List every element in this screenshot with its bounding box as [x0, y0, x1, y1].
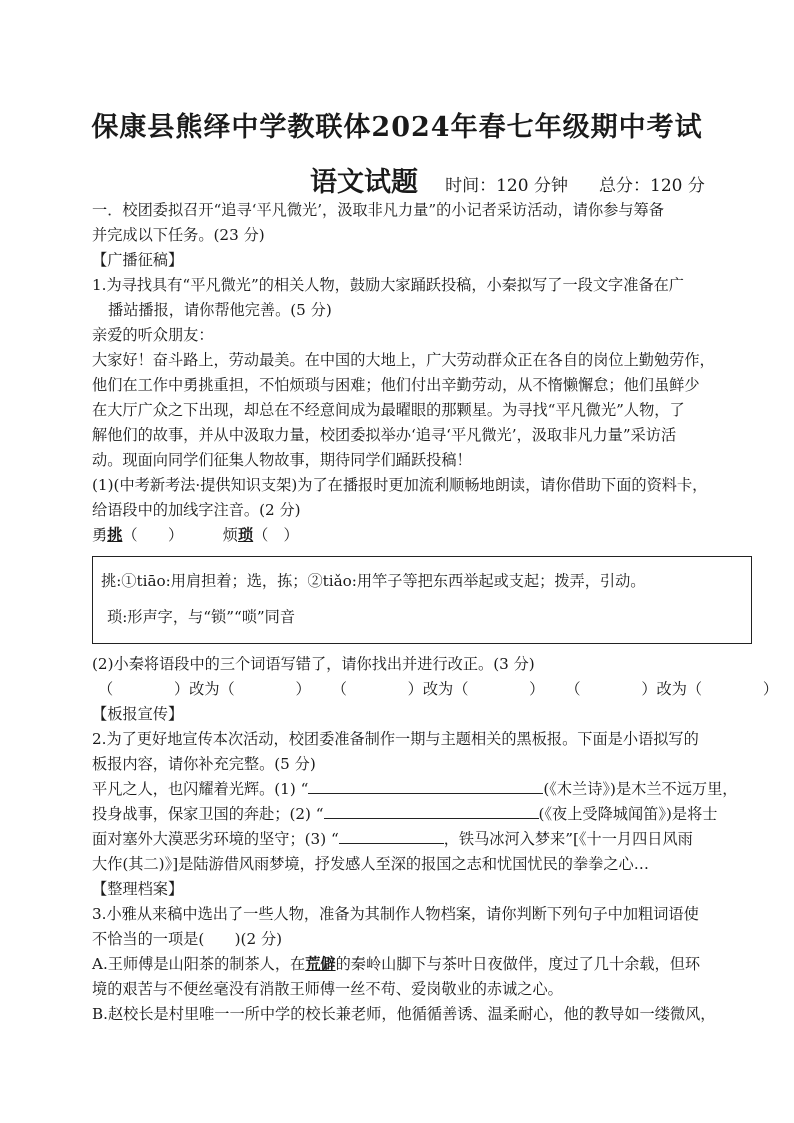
option-a-post: 的秦岭山脚下与茶叶日夜做伴，度过了几十余载，但环 — [335, 955, 701, 973]
correction-blank-3[interactable]: （ ）改为（ ） — [565, 680, 778, 698]
word1-answer-blank[interactable]: （ ） — [122, 526, 184, 544]
blank-2[interactable] — [324, 802, 539, 819]
q3-text-cont: 不恰当的一项是( )(2 分) — [92, 930, 283, 948]
correction-row — [92, 677, 778, 702]
board-line-2-a: 投身战事，保家卫国的奔赴；(2) “ — [92, 805, 324, 823]
passage-line: 动。现面向同学们征集人物故事，期待同学们踊跃投稿！ — [92, 451, 472, 469]
passage-line: 解他们的故事，并从中汲取力量，校团委拟举办‘追寻‘平凡微光’，汲取非凡力量”采访活 — [92, 426, 677, 444]
passage-line: 他们在工作中勇挑重担，不怕烦琐与困难；他们付出辛勤劳动，从不惰懒懈怠；他们虽鲜少 — [92, 376, 700, 394]
exam-title: 保康县熊绎中学教联体2024年春七年级期中考试 — [91, 112, 703, 143]
option-a-pre: A.王师傅是山阳茶的制茶人，在 — [92, 955, 306, 973]
board-line-2-b: (《夜上受降城闻笛》)是将士 — [538, 805, 718, 823]
q2-text-cont: 板报内容，请你补充完整。(5 分) — [92, 755, 316, 773]
archive-label: 【整理档案】 — [92, 880, 184, 898]
exam-total-score: 总分：120 分 — [599, 176, 705, 196]
board-line-3-b: ，铁马冰河入梦来”[《十一月四日风雨 — [443, 830, 693, 848]
option-a-bold-word: 荒僻 — [305, 955, 336, 973]
q1-text: 1.为寻找具有“平凡微光”的相关人物，鼓励大家踊跃投稿，小秦拟写了一段文字准备在广 — [92, 276, 684, 294]
broadcast-label: 【广播征稿】 — [92, 251, 184, 269]
correction-blank-2[interactable]: （ ）改为（ ） — [331, 680, 545, 698]
exam-time: 时间：120 分钟 — [445, 176, 568, 196]
correction-blank-1[interactable]: （ ）改为（ ） — [98, 680, 311, 698]
board-line-4: 大作(其二)》]是陆游借风雨梦境，抒发感人至深的报国之志和忧国忧民的拳拳之心… — [92, 855, 649, 873]
option-a-cont: 境的艰苦与不便丝毫没有消散王师傅一丝不苟、爱岗敬业的赤诚之心。 — [92, 980, 563, 998]
pinyin-answer-row — [92, 523, 782, 548]
word2-answer-blank[interactable]: （ ） — [253, 526, 299, 544]
option-b: B.赵校长是村里唯一一所中学的校长兼老师，他循循善诱、温柔耐心，他的教导如一缕微风， — [92, 1005, 716, 1023]
greeting: 亲爱的听众朋友： — [92, 326, 214, 344]
sub1-text: (1)(中考新考法·提供知识支架)为了在播报时更加流利顺畅地朗读，请你借助下面的资料卡， — [92, 476, 708, 494]
card-line-tiao: 挑:①tiāo:用肩担着；选，拣；②tiǎo:用竿子等把东西举起或支起；拨弄，引动。 — [101, 572, 646, 590]
blank-1[interactable] — [308, 777, 543, 794]
option-a — [92, 952, 782, 977]
section1-heading: 一．校团委拟召开“追寻‘平凡微光’，汲取非凡力量”的小记者采访活动，请你参与筹备 — [92, 201, 664, 219]
passage-line: 大家好！奋斗路上，劳动最美。在中国的大地上，广大劳动群众正在各自的岗位上勤勉劳作， — [92, 351, 715, 369]
q1-text-cont: 播站播报，请你帮他完善。(5 分) — [108, 301, 332, 319]
word1-prefix: 勇 — [92, 526, 108, 544]
passage-line: 在大厅广众之下出现，却总在不经意间成为最曜眼的那颗星。为寻找“平凡微光”人物，了 — [92, 401, 685, 419]
section1-heading-cont: 并完成以下任务。(23 分) — [92, 226, 265, 244]
sub2-text: (2)小秦将语段中的三个词语写错了，请你找出并进行改正。(3 分) — [92, 655, 535, 673]
subject-title: 语文试题 — [310, 167, 418, 198]
board-line — [92, 777, 782, 802]
knowledge-card — [92, 556, 752, 644]
board-line-1-a: 平凡之人，也闪耀着光辉。(1) “ — [92, 780, 309, 798]
word2-prefix: 烦 — [222, 526, 238, 544]
word2-marked-char: 琐 — [237, 526, 254, 544]
card-line-suo: 琐:形声字，与“锁”“唢”同音 — [107, 608, 296, 626]
blank-3[interactable] — [339, 827, 444, 844]
board-line — [92, 827, 782, 852]
exam-body — [92, 198, 782, 1027]
word1-marked-char: 挑 — [107, 526, 123, 544]
q2-text: 2.为了更好地宣传本次活动，校团委准备制作一期与主题相关的黑板报。下面是小语拟写的 — [92, 730, 699, 748]
board-line-1-b: (《木兰诗》)是木兰不远万里， — [543, 780, 738, 798]
board-line-3-a: 面对塞外大漠恶劣环境的坚守；(3) “ — [92, 830, 339, 848]
board-label: 【板报宣传】 — [92, 705, 184, 723]
subtitle-row — [310, 160, 705, 199]
q3-text: 3.小雅从来稿中选出了一些人物，准备为其制作人物档案，请你判断下列句子中加粗词语使 — [92, 905, 699, 923]
sub1-text-cont: 给语段中的加线字注音。(2 分) — [92, 501, 301, 519]
board-line — [92, 802, 782, 827]
